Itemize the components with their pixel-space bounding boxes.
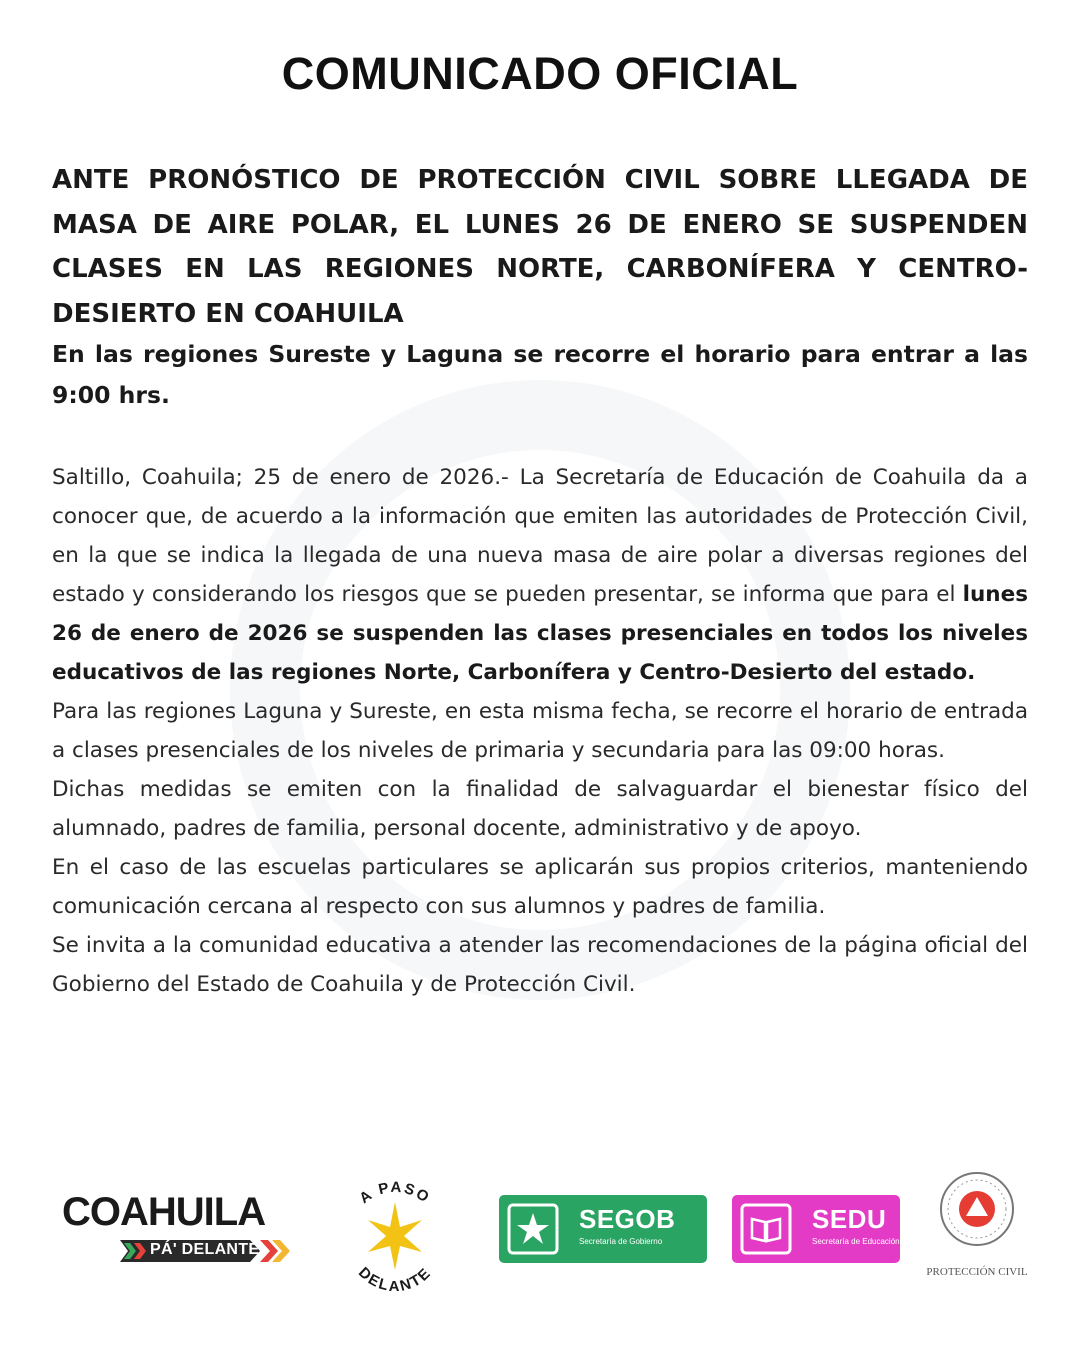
- sedu-title: SEDU: [812, 1204, 887, 1234]
- sedu-subtitle: Secretaría de Educación: [812, 1237, 900, 1246]
- sedu-logo: [732, 1195, 900, 1263]
- paragraph-1-lead: Saltillo, Coahuila; 25 de enero de 2026.- La Secretaría de Educación de Coahuila da a conocer que, de acuerdo a la información que emiten las autoridades de Protección Civil, en la que se indica la llegada de una nueva masa de aire polar a diversas regiones del estado y considerando los riesgos que se pueden presentar, se informa que para el: [52, 465, 1028, 607]
- segob-subtitle: Secretaría de Gobierno: [579, 1237, 663, 1246]
- segob-logo: [499, 1195, 707, 1263]
- apaso-text-top: A PASO: [356, 1178, 434, 1208]
- segob-star-icon: [507, 1203, 559, 1255]
- coahuila-tagline: PÁ' DELANTE: [150, 1241, 260, 1258]
- paragraph-5: Se invita a la comunidad educativa a atender las recomendaciones de la página oficial del Gobierno del Estado de Coahuila y de Protección Civil.: [52, 933, 1028, 997]
- paragraph-2: Para las regiones Laguna y Sureste, en esta misma fecha, se recorre el horario de entrada a clases presenciales de los niveles de primaria y secundaria para las 09:00 horas.: [52, 699, 1028, 763]
- subheadline: En las regiones Sureste y Laguna se recorre el horario para entrar a las 9:00 hrs.: [52, 340, 1028, 409]
- proteccion-civil-logo: [912, 1170, 1042, 1300]
- proteccion-civil-seal-icon: [938, 1170, 1016, 1248]
- paragraph-4: En el caso de las escuelas particulares se aplicarán sus propios criterios, manteniendo comunicación cercana al respecto con sus alumnos y padres de familia.: [52, 855, 1028, 919]
- apaso-emblem: [330, 1172, 460, 1302]
- paragraph-1-bold: lunes 26 de enero de 2026 se suspenden las clases presenciales en todos los niveles educativos de las regiones Norte, Carbonífera y Centro-Desierto del estado.: [52, 582, 1028, 685]
- paragraph-3: Dichas medidas se emiten con la finalidad de salvaguardar el bienestar físico del alumnado, padres de familia, personal docente, administrativo y de apoyo.: [52, 777, 1028, 841]
- apaso-logo: [330, 1172, 460, 1302]
- proteccion-civil-name: PROTECCIÓN CIVIL: [926, 1266, 1028, 1278]
- page-title: COMUNICADO OFICIAL: [281, 48, 799, 99]
- body-text: [52, 458, 1028, 1004]
- coahuila-tagline-band: [120, 1240, 292, 1262]
- logo-footer: [0, 1160, 1080, 1310]
- apaso-text-bottom: DELANTE: [354, 1264, 436, 1295]
- coahuila-wordmark: COAHUILA: [62, 1190, 266, 1234]
- coahuila-logo: [62, 1190, 302, 1270]
- book-icon: [740, 1203, 792, 1255]
- segob-title: SEGOB: [579, 1204, 676, 1234]
- star-icon: [368, 1202, 422, 1270]
- headline: ANTE PRONÓSTICO DE PROTECCIÓN CIVIL SOBRE LLEGADA DE MASA DE AIRE POLAR, EL LUNES 26 DE ENERO SE SUSPENDEN CLASES EN LAS REGIONES NORTE, CARBONÍFERA Y CENTRO-DESIERTO EN COAHUILA: [52, 165, 1028, 329]
- paragraph-1: [52, 458, 1028, 692]
